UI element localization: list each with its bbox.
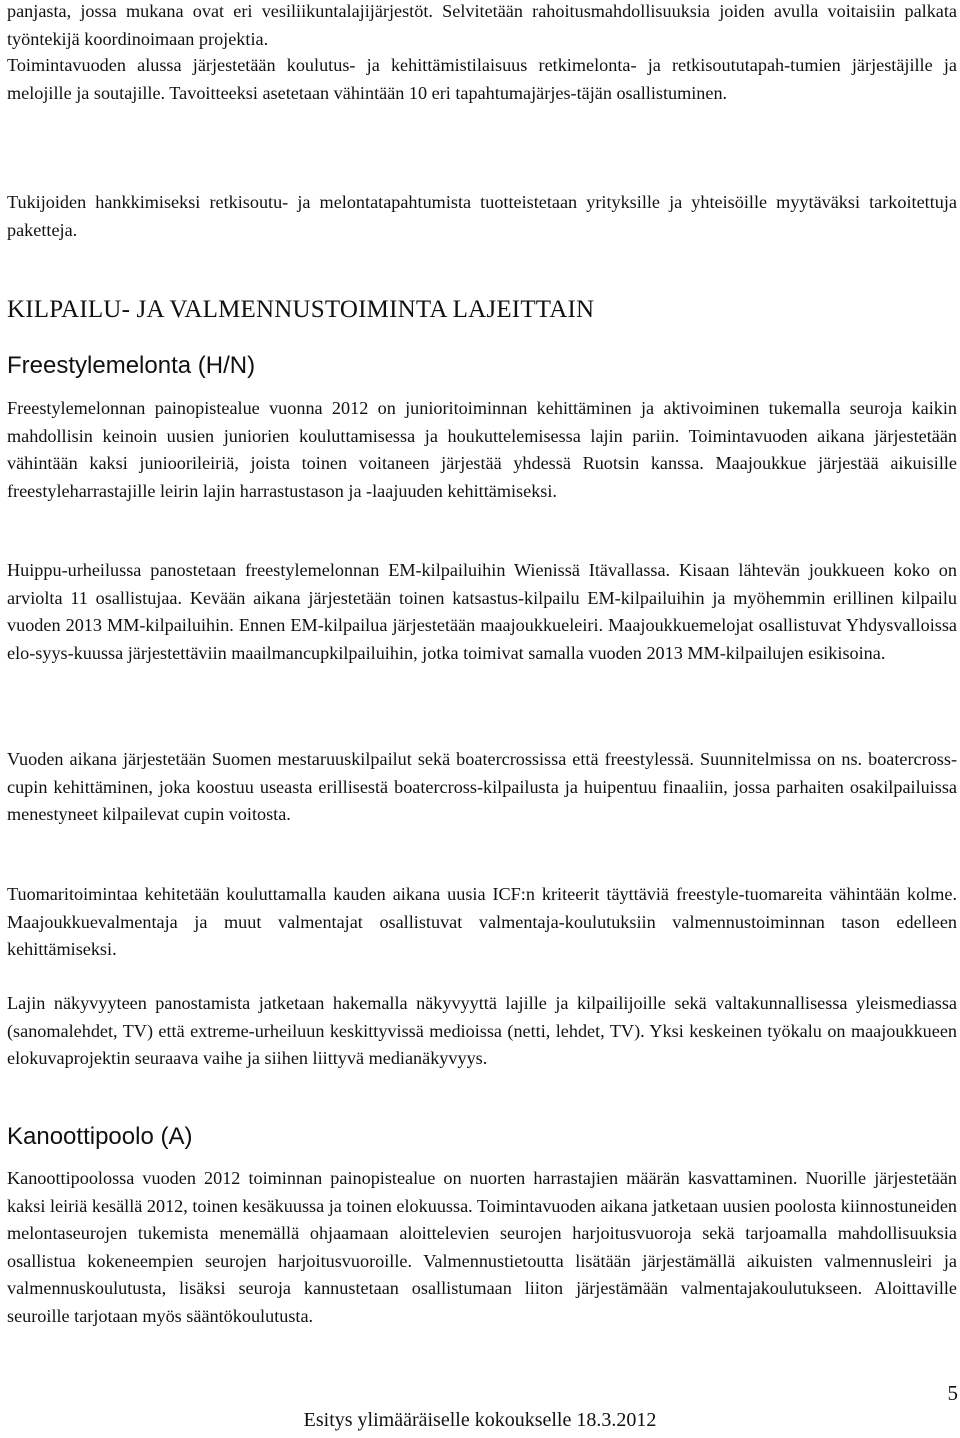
freestyle-paragraph-5 [7,990,957,1073]
kanoottipoolo-heading: Kanoottipoolo (A) [7,1123,193,1150]
section-heading: KILPAILU- JA VALMENNUSTOIMINTA LAJEITTAIN [7,296,595,323]
paragraph-text: Tukijoiden hankkimiseksi retkisoutu- ja melontatapahtumista tuotteistetaan yrityksille ja yhteisöille myytäväksi tarkoitettuja paketteja. [7,192,957,240]
page-footer: Esitys ylimääräiselle kokoukselle 18.3.2012 [303,1409,657,1431]
paragraph-text: Lajin näkyvyyteen panostamista jatketaan hakemalla näkyvyyttä lajille ja kilpailijoille sekä valtakunnallisessa yleismediassa (sanomalehdet, TV) että extreme-urheiluun keskittyvissä medioissa (netti, lehdet, TV). Yksi keskeinen työkalu on maajoukkueen elokuvaprojektin seuraava vaihe ja siihen liittyvä medianäkyvyys. [7,993,957,1069]
freestyle-paragraph-3 [7,746,957,829]
paragraph-text: Toimintavuoden alussa järjestetään koulutus- ja kehittämistilaisuus retkimelonta- ja retkisoututapah-tumien järjestäjille ja melojille ja soutajille. Tavoitteeksi asetetaan vähintään 10 eri tapahtumajärjes-täjän osallistuminen. [7,55,957,103]
page-number: 5 [947,1381,958,1405]
paragraph-intro-3 [7,189,957,244]
freestyle-paragraph-2 [7,557,957,667]
paragraph-text: Freestylemelonnan painopistealue vuonna 2012 on junioritoiminnan kehittäminen ja aktivoiminen tukemalla seuroja kaikin mahdollisin keinoin uusien juniorien kouluttamisessa ja houkuttelemisessa lajin pariin. Toimintavuoden aikana järjestetään vähintään kaksi junioorileiriä, joista toinen voitaneen järjestää yhdessä Ruotsin kanssa. Maajoukkue järjestää aikuisille freestyleharrastajille leirin lajin harrastustason ja -laajuuden kehittämiseksi. [7,398,957,501]
paragraph-text: Kanoottipoolossa vuoden 2012 toiminnan painopistealue on nuorten harrastajien määrän kasvattaminen. Nuorille järjestetään kaksi leiriä kesällä 2012, toinen kesäkuussa ja toinen elokuussa. Toimintavuoden aikana jatketaan uusien poolosta kiinnostuneiden melontaseurojen tukemista menemällä ohjaamaan aloittelevien seurojen harjoitusvuoroja sekä tarjoamalla mahdollisuuksia osallistua kokeneempien seurojen harjoitusvuoroille. Valmennustietoutta lisätään järjestämällä aikuisten valmennusleiri ja valmennuskoulutusta, lisäksi seuroja kannustetaan osallistumaan liiton järjestämään valmentajakoulutukseen. Aloittaville seuroille tarjotaan myös sääntökoulutusta. [7,1168,957,1326]
paragraph-text: Vuoden aikana järjestetään Suomen mestaruuskilpailut sekä boatercrossissa että freestylessä. Suunnitelmissa on ns. boatercross-cupin kehittäminen, joka koostuu useasta erillisestä boatercross-kilpailusta ja huipentuu finaaliin, jossa parhaiten osakilpailuissa menestyneet kilpailevat cupin voitosta. [7,749,957,825]
paragraph-text: Huippu-urheilussa panostetaan freestylemelonnan EM-kilpailuihin Wienissä Itävallassa. Kisaan lähtevän joukkueen koko on arviolta 11 osallistujaa. Kevään aikana järjestetään toinen katsastus-kilpailu EM-kilpailuihin ja myöhemmin erillinen kilpailu vuoden 2013 MM-kilpailuihin. Ennen EM-kilpailua järjestetään maajoukkueleiri. Maajoukkuemelojat osallistuvat Yhdysvalloissa elo-syys-kuussa järjestettäviin maailmancupkilpailuihin, jotka toimivat samalla vuoden 2013 MM-kilpailujen esikisoina. [7,560,957,663]
freestyle-paragraph-4 [7,881,957,964]
paragraph-text: panjasta, jossa mukana ovat eri vesiliikuntalajijärjestöt. Selvitetään rahoitusmahdollisuuksia joiden avulla voitaisiin palkata työntekijä koordinoimaan projektia. [7,1,957,49]
paragraph-intro-1 [7,0,957,53]
paragraph-text: Tuomaritoimintaa kehitetään kouluttamalla kauden aikana uusia ICF:n kriteerit täyttäviä freestyle-tuomareita vähintään kolme. Maajoukkuevalmentaja ja muut valmentajat osallistuvat valmentaja-koulutuksiin valmennustoiminnan tason edelleen kehittämiseksi. [7,884,957,960]
freestyle-heading: Freestylemelonta (H/N) [7,352,256,379]
paragraph-intro-2 [7,52,957,107]
kanoottipoolo-paragraph-1 [7,1165,957,1331]
freestyle-paragraph-1 [7,395,957,505]
